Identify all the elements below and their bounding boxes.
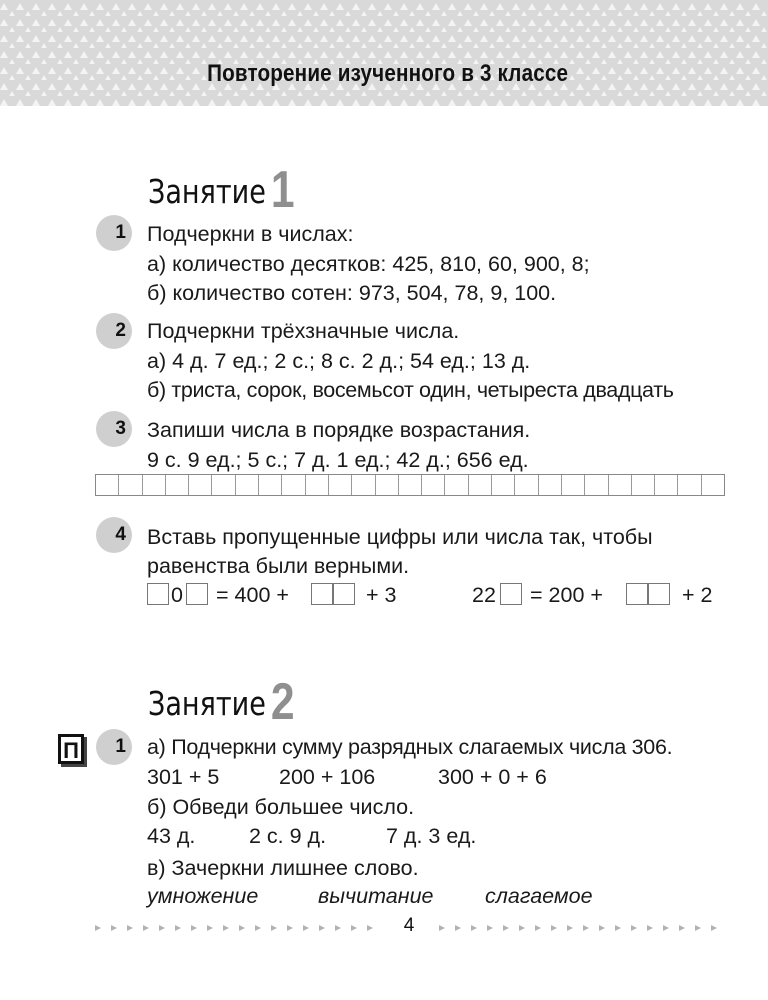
lesson-2-heading	[148, 672, 295, 732]
blank-box[interactable]	[147, 583, 169, 605]
eq2-start: 22	[472, 583, 496, 607]
task-badge-3: 3	[96, 411, 132, 447]
task-2-line-b: б) триста, сорок, восемьсот один, четыреста двадцать	[147, 378, 674, 402]
option-b-1: 43 д.	[147, 824, 196, 848]
option-b-3: 7 д. 3 ед.	[386, 824, 477, 848]
blank-box[interactable]	[500, 583, 522, 605]
option-a-2: 200 + 106	[279, 765, 376, 789]
page-title: Повторение изученного в 3 классе	[207, 60, 569, 87]
p-marker-icon	[58, 734, 88, 768]
lesson-1-label: Занятие	[148, 172, 266, 211]
option-c-3: слагаемое	[485, 884, 593, 908]
lesson-1-number: 1	[270, 161, 295, 219]
blank-box[interactable]	[333, 583, 355, 605]
lesson-2-label: Занятие	[148, 684, 266, 723]
task-2-1-a: а) Подчеркни сумму разрядных слагаемых числа 306.	[147, 735, 673, 759]
task-2-1-c: в) Зачеркни лишнее слово.	[147, 856, 419, 880]
eq2-end: + 2	[682, 583, 713, 607]
lesson-2-number: 2	[270, 673, 295, 731]
page-number: 4	[403, 915, 415, 936]
eq1-middle: = 400 +	[216, 583, 289, 607]
answer-grid[interactable]	[95, 474, 725, 496]
p-marker-letter: П	[63, 738, 79, 763]
footer-arrows	[0, 915, 768, 941]
task-4-instruction: Вставь пропущенные цифры или числа так, чтобы	[147, 525, 653, 549]
task-3-instruction: Запиши числа в порядке возрастания.	[147, 418, 531, 442]
task-1-instruction: Подчеркни в числах:	[147, 222, 354, 246]
task-2-instruction: Подчеркни трёхзначные числа.	[147, 319, 460, 343]
task-badge-4: 4	[96, 517, 132, 553]
option-a-3: 300 + 0 + 6	[438, 765, 547, 789]
eq1-end: + 3	[366, 583, 397, 607]
blank-box[interactable]	[626, 583, 648, 605]
eq2-middle: = 200 +	[530, 583, 603, 607]
lesson-1-heading	[148, 160, 295, 220]
blank-box[interactable]	[311, 583, 333, 605]
task-2-1-b: б) Обведи большее число.	[147, 795, 415, 819]
option-a-1: 301 + 5	[147, 765, 220, 789]
option-b-2: 2 с. 9 д.	[249, 824, 327, 848]
eq1-digit: 0	[171, 583, 183, 607]
option-c-2: вычитание	[318, 884, 434, 908]
option-c-1: умножение	[147, 884, 259, 908]
task-badge-2: 2	[96, 313, 132, 349]
task-4-instruction-2: равенства были верными.	[147, 554, 410, 578]
task-badge-1: 1	[96, 215, 132, 251]
task-3-line: 9 с. 9 ед.; 5 с.; 7 д. 1 ед.; 42 д.; 656 ед.	[147, 448, 529, 472]
task-1-line-b: б) количество сотен: 973, 504, 78, 9, 100.	[147, 281, 557, 305]
blank-box[interactable]	[648, 583, 670, 605]
header-banner	[0, 0, 768, 106]
blank-box[interactable]	[186, 583, 208, 605]
task-1-line-a: а) количество десятков: 425, 810, 60, 900, 8;	[147, 252, 590, 276]
task-2-line-a: а) 4 д. 7 ед.; 2 с.; 8 с. 2 д.; 54 ед.; 13 д.	[147, 349, 531, 373]
triangle-pattern	[0, 0, 768, 106]
task-badge-2-1: 1	[96, 729, 132, 765]
